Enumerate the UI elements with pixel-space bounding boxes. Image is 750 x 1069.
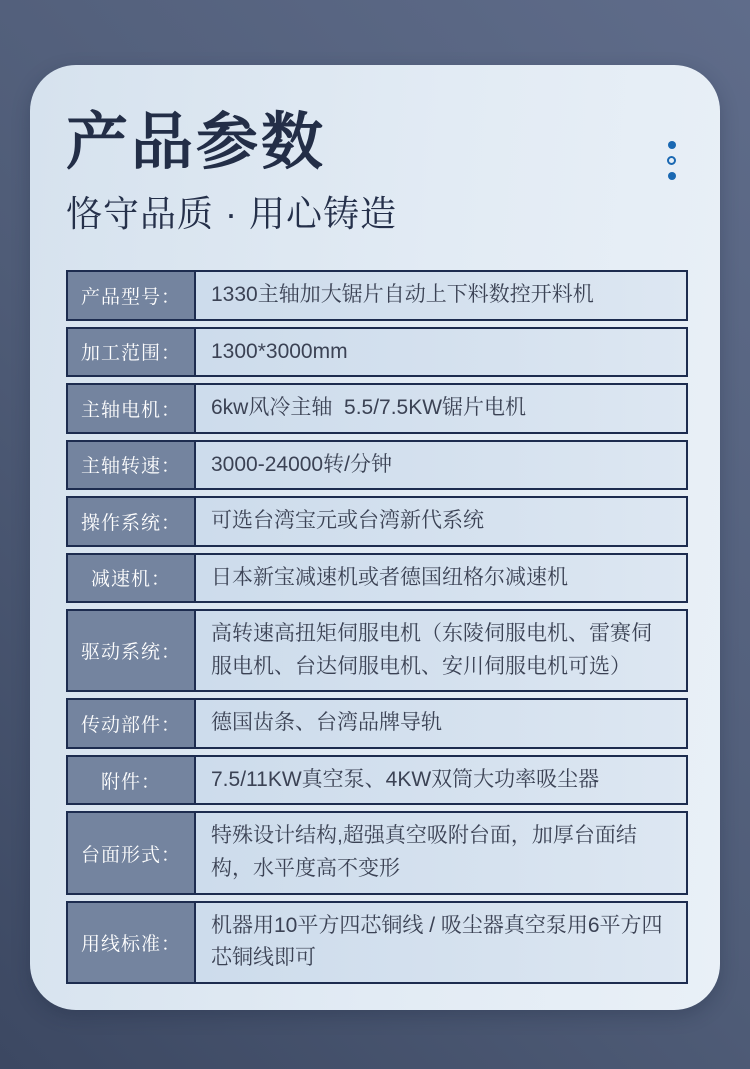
spec-value: 德国齿条、台湾品牌导轨 [211, 711, 442, 735]
table-row [66, 755, 688, 806]
product-params-card [30, 65, 720, 1010]
spec-value: 机器用10平方四芯铜线 / 吸尘器真空泵用6平方四芯铜线即可 [211, 913, 663, 970]
spec-label: 操作系统： [68, 498, 196, 545]
spec-value: 1330主轴加大锯片自动上下料数控开料机 [211, 282, 594, 306]
spec-label: 主轴电机： [68, 385, 196, 432]
spec-value: 特殊设计结构,超强真空吸附台面，加厚台面结构，水平度高不变形 [211, 824, 637, 880]
table-row [66, 327, 688, 378]
table-row [66, 553, 688, 604]
spec-label: 用线标准： [68, 903, 196, 982]
dot-ring-icon [667, 156, 676, 165]
table-row [66, 901, 688, 984]
spec-value: 可选台湾宝元或台湾新代系统 [211, 509, 484, 533]
spec-label: 台面形式： [68, 813, 196, 892]
spec-value: 6kw风冷主轴 5.5/7.5KW锯片电机 [211, 396, 527, 420]
table-row [66, 496, 688, 547]
table-row [66, 811, 688, 894]
spec-table [66, 270, 688, 984]
dot-filled-icon [668, 141, 676, 149]
table-row [66, 609, 688, 692]
dot-filled-icon [668, 172, 676, 180]
table-row [66, 698, 688, 749]
page-title: 产品参数 [66, 108, 327, 177]
spec-value: 7.5/11KW真空泵、4KW双筒大功率吸尘器 [211, 767, 600, 791]
spec-label: 减速机： [68, 555, 196, 602]
spec-value: 1300*3000mm [211, 339, 348, 363]
spec-value: 高转速高扭矩伺服电机（东陵伺服电机、雷赛伺服电机、台达伺服电机、安川伺服电机可选） [211, 622, 652, 678]
table-row [66, 440, 688, 491]
page-subtitle: 恪守品质 · 用心铸造 [66, 193, 397, 235]
spec-label: 主轴转速： [68, 442, 196, 489]
spec-value: 日本新宝减速机或者德国纽格尔减速机 [211, 565, 568, 589]
dots-decoration [667, 141, 676, 180]
spec-label: 驱动系统： [68, 611, 196, 690]
table-row [66, 383, 688, 434]
spec-label: 产品型号： [68, 272, 196, 319]
spec-value: 3000-24000转/分钟 [211, 452, 392, 476]
spec-label: 加工范围： [68, 329, 196, 376]
spec-label: 附件： [68, 757, 196, 804]
spec-label: 传动部件： [68, 700, 196, 747]
table-row [66, 270, 688, 321]
